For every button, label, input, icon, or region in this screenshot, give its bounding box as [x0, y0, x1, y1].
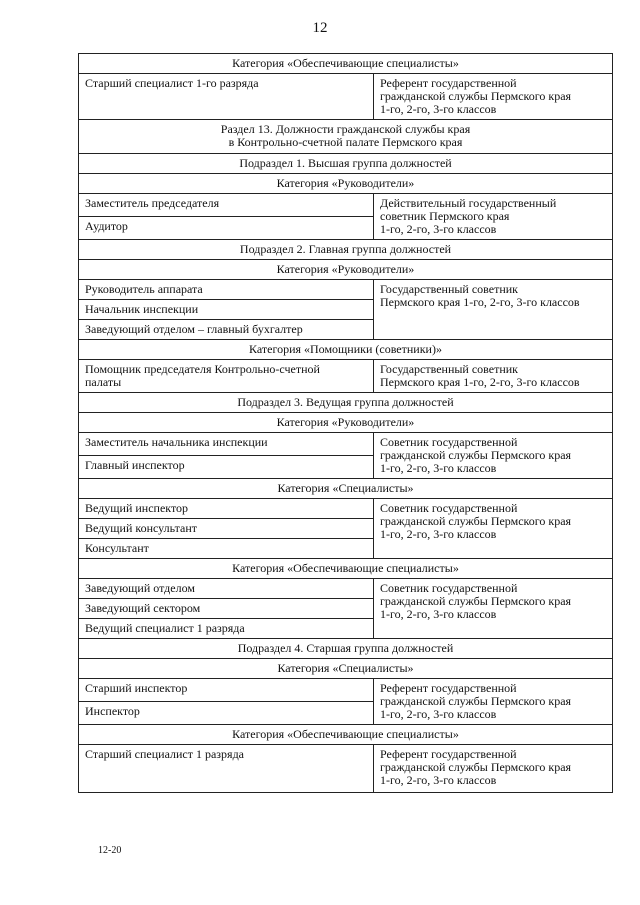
subsection-row — [79, 393, 613, 413]
rank-cell: Советник государственной гражданской службы Пермского края 1-го, 2-го, 3-го классов — [374, 579, 613, 639]
positions-table — [78, 53, 613, 793]
position-cell: Старший инспектор — [79, 679, 374, 702]
position-cell: Инспектор — [79, 702, 374, 725]
rank-cell: Референт государственной гражданской службы Пермского края 1-го, 2-го, 3-го классов — [374, 74, 613, 120]
category-heading: Категория «Помощники (советники)» — [79, 340, 613, 360]
position-cell: Начальник инспекции — [79, 300, 374, 320]
category-row — [79, 260, 613, 280]
section-heading: Раздел 13. Должности гражданской службы края в Контрольно-счетной палате Пермского края — [79, 120, 613, 154]
table-row — [79, 280, 613, 300]
subsection-heading: Подраздел 2. Главная группа должностей — [79, 240, 613, 260]
table-row — [79, 579, 613, 599]
position-cell: Аудитор — [79, 217, 374, 240]
category-heading: Категория «Руководители» — [79, 413, 613, 433]
rank-cell: Советник государственной гражданской службы Пермского края 1-го, 2-го, 3-го классов — [374, 499, 613, 559]
table-row — [79, 499, 613, 519]
rank-cell: Государственный советник Пермского края 1-го, 2-го, 3-го классов — [374, 360, 613, 393]
category-row — [79, 479, 613, 499]
subsection-heading: Подраздел 1. Высшая группа должностей — [79, 154, 613, 174]
position-cell: Старший специалист 1-го разряда — [79, 74, 374, 120]
category-row — [79, 659, 613, 679]
category-heading: Категория «Обеспечивающие специалисты» — [79, 559, 613, 579]
category-row — [79, 413, 613, 433]
table-row — [79, 679, 613, 702]
category-heading: Категория «Руководители» — [79, 174, 613, 194]
rank-cell: Действительный государственный советник Пермского края 1-го, 2-го, 3-го классов — [374, 194, 613, 240]
subsection-heading: Подраздел 3. Ведущая группа должностей — [79, 393, 613, 413]
position-cell: Помощник председателя Контрольно-счетной палаты — [79, 360, 374, 393]
category-heading: Категория «Руководители» — [79, 260, 613, 280]
page-number: 12 — [312, 20, 328, 36]
section-row — [79, 120, 613, 154]
category-heading: Категория «Специалисты» — [79, 479, 613, 499]
subsection-heading: Подраздел 4. Старшая группа должностей — [79, 639, 613, 659]
position-cell: Ведущий специалист 1 разряда — [79, 619, 374, 639]
position-cell: Заместитель начальника инспекции — [79, 433, 374, 456]
position-cell: Заведующий отделом – главный бухгалтер — [79, 320, 374, 340]
rank-cell: Государственный советник Пермского края 1-го, 2-го, 3-го классов — [374, 280, 613, 340]
category-row — [79, 559, 613, 579]
position-cell: Заведующий сектором — [79, 599, 374, 619]
subsection-row — [79, 154, 613, 174]
position-cell: Старший специалист 1 разряда — [79, 745, 374, 793]
subsection-row — [79, 240, 613, 260]
table-row — [79, 74, 613, 120]
position-cell: Заместитель председателя — [79, 194, 374, 217]
position-cell: Консультант — [79, 539, 374, 559]
category-heading: Категория «Обеспечивающие специалисты» — [79, 54, 613, 74]
category-heading: Категория «Специалисты» — [79, 659, 613, 679]
table-row — [79, 360, 613, 393]
rank-cell: Референт государственной гражданской службы Пермского края 1-го, 2-го, 3-го классов — [374, 679, 613, 725]
table-row — [79, 433, 613, 456]
rank-cell: Референт государственной гражданской службы Пермского края 1-го, 2-го, 3-го классов — [374, 745, 613, 793]
position-cell: Руководитель аппарата — [79, 280, 374, 300]
rank-cell: Советник государственной гражданской службы Пермского края 1-го, 2-го, 3-го классов — [374, 433, 613, 479]
position-cell: Заведующий отделом — [79, 579, 374, 599]
category-row — [79, 340, 613, 360]
category-row — [79, 725, 613, 745]
position-cell: Ведущий консультант — [79, 519, 374, 539]
document-code: 12-20 — [98, 845, 122, 856]
subsection-row — [79, 639, 613, 659]
category-heading: Категория «Обеспечивающие специалисты» — [79, 725, 613, 745]
category-row — [79, 174, 613, 194]
category-row — [79, 54, 613, 74]
position-cell: Главный инспектор — [79, 456, 374, 479]
table-row — [79, 745, 613, 793]
table-row — [79, 194, 613, 217]
position-cell: Ведущий инспектор — [79, 499, 374, 519]
